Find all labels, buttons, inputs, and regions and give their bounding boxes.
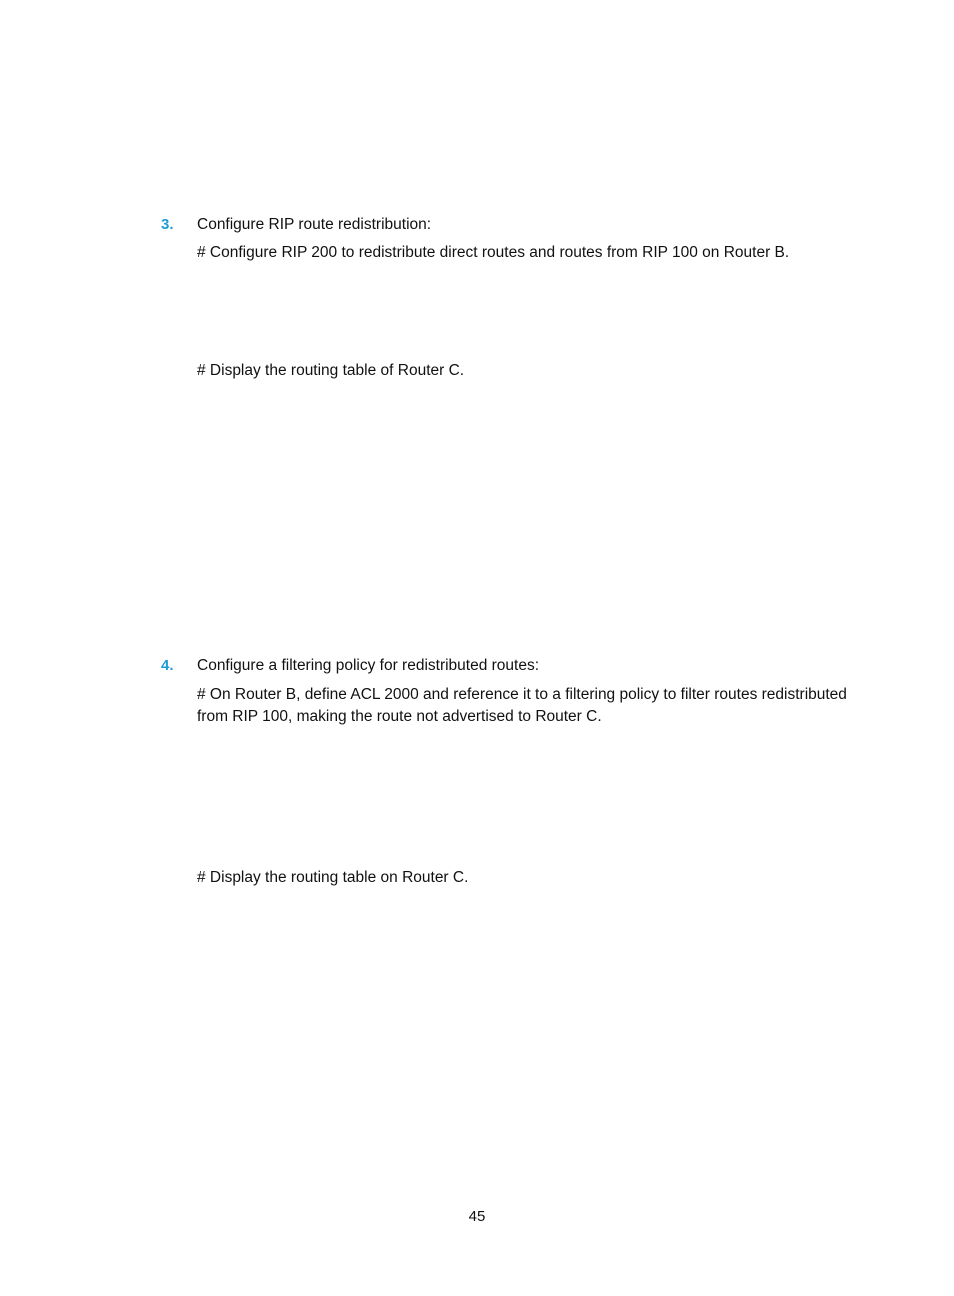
step-3 (161, 216, 881, 236)
step-number: 3. (161, 216, 174, 233)
step-3-paragraph-2: # Display the routing table of Router C. (197, 362, 465, 379)
step-4-paragraph-1: # On Router B, define ACL 2000 and reference it to a filtering policy to filter routes redistributed from RIP 100, making the route not advertised to Router C. (197, 686, 847, 725)
page-number: 45 (468, 1208, 486, 1225)
step-3-paragraph-1: # Configure RIP 200 to redistribute direct routes and routes from RIP 100 on Router B. (197, 244, 790, 261)
step-4-paragraph-2: # Display the routing table on Router C. (197, 869, 469, 886)
step-number: 4. (161, 657, 174, 674)
step-3-header (161, 216, 881, 236)
step-4 (161, 657, 881, 677)
step-title: Configure a filtering policy for redistributed routes: (197, 657, 540, 674)
step-title: Configure RIP route redistribution: (197, 216, 432, 233)
step-4-header (161, 657, 881, 677)
